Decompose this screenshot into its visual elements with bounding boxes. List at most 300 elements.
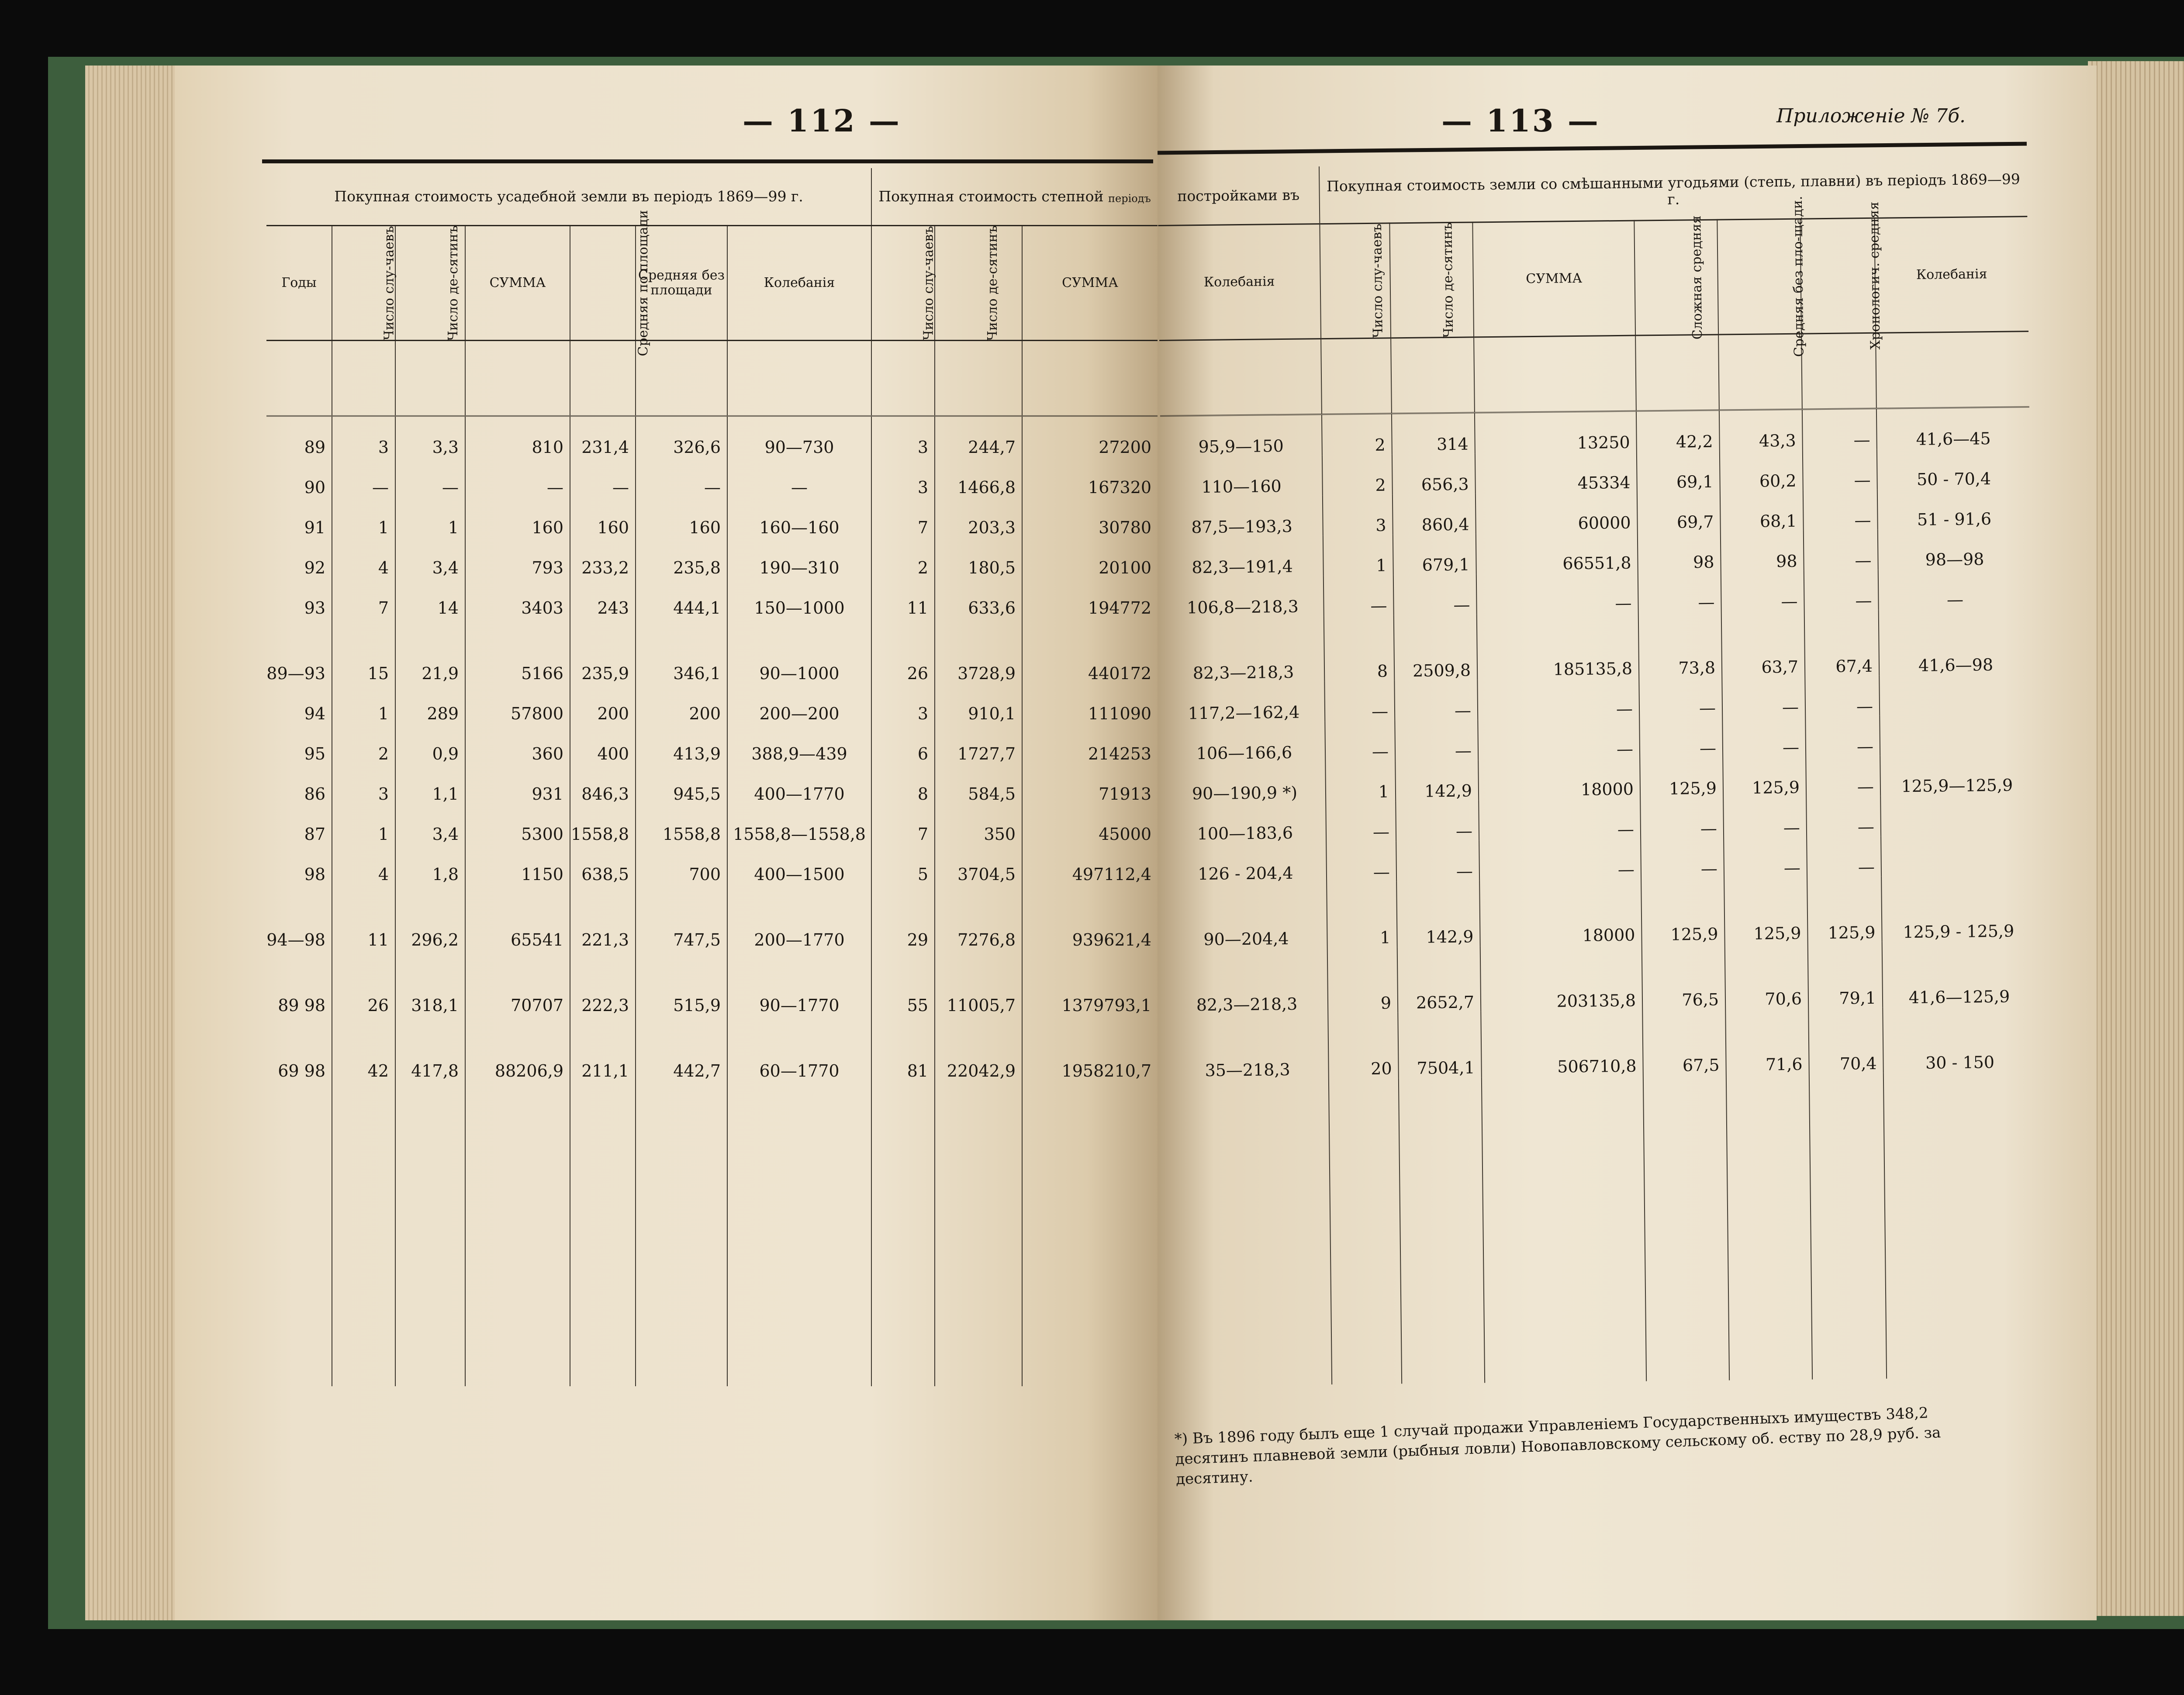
table-cell: 5166 (465, 618, 570, 683)
table-cell: 27200 (1022, 416, 1158, 457)
table-cell: 87 (304, 825, 325, 844)
table-row (266, 723, 1158, 763)
column-header: Колебанія (727, 226, 871, 341)
spacer-cell (1718, 334, 1802, 410)
table-cell: — (1723, 797, 1807, 838)
table-cell: — (1325, 721, 1395, 762)
table-cell: 194772 (1022, 577, 1158, 618)
table-cell: 73,8 (1638, 612, 1722, 678)
table-cell: 60000 (1476, 492, 1638, 534)
table-cell: 388,9—439 (727, 723, 871, 763)
table-cell: 8 (871, 763, 935, 804)
table-cell: 45334 (1475, 452, 1637, 494)
table-cell: 190—310 (727, 537, 871, 577)
table-cell: 5 (871, 844, 935, 884)
table-row (266, 683, 1158, 723)
table-cell: 51 - 91,6 (1877, 488, 2031, 530)
table-cell: — (1479, 839, 1641, 881)
table-cell: 2 (332, 723, 395, 763)
table-cell (1880, 794, 2034, 836)
table-row (266, 537, 1158, 577)
table-cell: 200 (636, 683, 727, 723)
table-cell: 400 (570, 723, 636, 763)
table-cell: 100—183,6 (1197, 823, 1293, 844)
table-cell: — (1396, 840, 1479, 881)
table-cell: — (1393, 574, 1477, 615)
column-header: Колебанія (1158, 224, 1321, 341)
table-cell: — (1639, 718, 1723, 759)
table-cell: — (1721, 571, 1804, 612)
table-cell: 160 (570, 497, 636, 537)
table-cell: 2 (1322, 414, 1392, 455)
empty-cell (727, 1081, 871, 1386)
table-cell: — (1324, 575, 1394, 616)
column-header: СУММА (1472, 221, 1635, 337)
table-row (1165, 875, 2035, 949)
table-cell: 55 (871, 949, 935, 1015)
table-row (266, 1015, 1158, 1081)
table-row (266, 416, 1158, 457)
table-cell: 125,9 (1807, 877, 1882, 943)
table-cell: 185135,8 (1477, 613, 1639, 680)
table-cell: 2 (1322, 454, 1393, 495)
table-cell: 69 98 (278, 1061, 325, 1081)
table-cell: 90—204,4 (1203, 929, 1289, 949)
column-header: СУММА (1022, 226, 1158, 341)
table-cell: 82,3—218,3 (1192, 662, 1294, 683)
table-cell: 1466,8 (935, 457, 1022, 497)
table-cell: 90—190,9 *) (1192, 783, 1298, 804)
column-header: СУММА (465, 226, 570, 341)
column-header: Средняя по площади (570, 226, 636, 341)
table-cell: 82,3—191,4 (1192, 556, 1293, 577)
table-cell: 88206,9 (465, 1015, 570, 1081)
table-cell: 41,6—98 (1879, 608, 2032, 676)
table-row (266, 804, 1158, 844)
table-cell: 67,4 (1804, 610, 1880, 677)
table-cell: 20 (1328, 1012, 1399, 1079)
table-cell: 90—730 (727, 416, 871, 457)
table-cell: — (1806, 756, 1880, 797)
table-cell: 203,3 (935, 497, 1022, 537)
table-cell: 846,3 (570, 763, 636, 804)
data-table-left (266, 168, 1158, 1386)
top-rule (262, 159, 1153, 163)
table-cell: 442,7 (636, 1015, 727, 1081)
page-number-left: — 112 — (743, 103, 901, 139)
table-cell: 1379793,1 (1022, 949, 1158, 1015)
table-cell: 3403 (465, 577, 570, 618)
spacer-cell (1321, 338, 1392, 414)
table-cell: 656,3 (1392, 453, 1476, 494)
table-cell: 43,3 (1719, 409, 1803, 451)
table-cell: 444,1 (636, 577, 727, 618)
empty-cell (1643, 1074, 1729, 1381)
table-cell: 11005,7 (935, 949, 1022, 1015)
table-cell: 110—160 (1201, 476, 1282, 497)
table-cell: 1 (1323, 535, 1393, 576)
table-cell: 29 (871, 884, 935, 949)
table-cell: 3704,5 (935, 844, 1022, 884)
table-cell: 1150 (465, 844, 570, 884)
table-cell: 81 (871, 1015, 935, 1081)
table-cell: 1 (332, 804, 395, 844)
table-cell: 793 (465, 537, 570, 577)
table-cell: 11 (332, 884, 395, 949)
data-table-right (1158, 159, 2039, 1386)
table-cell: — (1805, 716, 1880, 757)
table-cell: 400—1500 (727, 844, 871, 884)
table-cell: 235,9 (570, 618, 636, 683)
table-cell: 79,1 (1808, 942, 1883, 1008)
table-cell (1879, 674, 2032, 716)
spacer-cell (727, 341, 871, 416)
table-cell: 30780 (1022, 497, 1158, 537)
table-cell: 30 - 150 (1883, 1006, 2036, 1073)
group-header: Покупная стоимость усадебной земли въ періодъ 1869—99 г. (266, 168, 871, 226)
column-header: Хронологич. средняя (1800, 218, 1876, 334)
table-cell: 150—1000 (727, 577, 871, 618)
table-cell: 125,9 (1723, 757, 1806, 798)
table-cell: 89 98 (278, 996, 325, 1015)
table-cell: 92 (304, 558, 325, 577)
table-cell (1881, 835, 2034, 877)
table-cell: 125,9 - 125,9 (1881, 875, 2035, 942)
table-cell: 1 (332, 683, 395, 723)
table-cell: 63,7 (1721, 611, 1805, 677)
table-cell: 95,9—150 (1198, 436, 1284, 457)
spacer-cell (266, 341, 332, 416)
table-cell: — (636, 457, 727, 497)
group-header: постройками въ (1158, 166, 1320, 225)
table-cell: 14 (395, 577, 465, 618)
table-cell: 125,9 (1640, 758, 1723, 799)
table-cell: 66551,8 (1476, 532, 1638, 574)
spacer-cell (1801, 333, 1876, 409)
table-cell: 1 (1327, 881, 1397, 948)
table-cell: 3,4 (395, 804, 465, 844)
table-cell: 296,2 (395, 884, 465, 949)
table-cell: — (1396, 800, 1479, 841)
empty-cell (1399, 1077, 1485, 1384)
table-cell: 214253 (1022, 723, 1158, 763)
spacer-cell (1635, 335, 1719, 411)
table-cell: 4 (332, 537, 395, 577)
table-cell: 515,9 (636, 949, 727, 1015)
spacer-cell (570, 341, 636, 416)
table-cell: 1558,8 (636, 804, 727, 844)
table-cell: 221,3 (570, 884, 636, 949)
table-cell: 7504,1 (1398, 1011, 1482, 1078)
table-row (266, 577, 1158, 618)
table-row (266, 949, 1158, 1015)
table-cell: 1558,8—1558,8 (727, 804, 871, 844)
table-cell: — (1395, 720, 1478, 761)
empty-cell (266, 1081, 332, 1386)
table-cell: — (1640, 798, 1724, 839)
table-cell: 125,9 (1724, 877, 1808, 944)
table-cell: — (465, 457, 570, 497)
table-cell: — (1324, 680, 1395, 721)
table-cell: 211,1 (570, 1015, 636, 1081)
table-cell: 3,3 (395, 416, 465, 457)
table-cell: 142,9 (1395, 760, 1479, 801)
table-cell: 200—200 (727, 683, 871, 723)
empty-cell (1022, 1081, 1158, 1386)
group-header: Покупная стоимость земли со смѣшанными угодьями (степь, плавни) въ періодъ 1869—99 г. (1319, 159, 2027, 224)
table-cell: 413,9 (636, 723, 727, 763)
table-cell: 95 (304, 744, 325, 763)
table-cell: — (1641, 838, 1724, 879)
table-cell: 68,1 (1720, 490, 1804, 532)
table-cell: 98 (1721, 531, 1804, 572)
right-page (1158, 66, 2097, 1620)
table-cell: 633,6 (935, 577, 1022, 618)
table-cell: 3728,9 (935, 618, 1022, 683)
table-cell: 67,5 (1642, 1009, 1726, 1075)
table-cell: 3 (871, 457, 935, 497)
column-header: Колебанія (1874, 217, 2028, 333)
table-row (266, 763, 1158, 804)
table-row (266, 618, 1158, 683)
empty-cell (935, 1081, 1022, 1386)
spacer-cell (1391, 337, 1475, 414)
table-cell: 90—1770 (727, 949, 871, 1015)
right-page-edges (2088, 61, 2184, 1616)
column-header: Число де-сятинъ (1389, 222, 1474, 338)
table-cell: 1958210,7 (1022, 1015, 1158, 1081)
table-cell: 160—160 (727, 497, 871, 537)
table-cell: 3 (332, 763, 395, 804)
table-cell: 679,1 (1393, 534, 1476, 575)
table-cell: 7 (871, 497, 935, 537)
table-cell: 160 (636, 497, 727, 537)
left-page-edges (85, 66, 186, 1620)
table-cell: 931 (465, 763, 570, 804)
empty-cell (1482, 1075, 1646, 1383)
footnote: *) Въ 1896 году былъ еще 1 случай продажи Управленіемъ Государственныхъ имуществъ 348,2 десятинъ плавневой земли (рыбныя ловли) Новопавловскому сельскому об. еству по 28,9 руб. за десятину. (1174, 1404, 1941, 1488)
table-cell: — (1479, 799, 1641, 841)
table-cell: 41,6—45 (1876, 407, 2030, 449)
table-cell: 69,7 (1637, 491, 1721, 532)
table-cell: 26 (871, 618, 935, 683)
column-header: Число слу-чаевъ (332, 226, 395, 341)
empty-cell (1883, 1071, 2039, 1379)
table-cell: 0,9 (395, 723, 465, 763)
table-cell: — (1722, 717, 1806, 758)
table-cell: — (570, 457, 636, 497)
table-cell: 87,5—193,3 (1191, 516, 1293, 537)
table-cell: — (1326, 841, 1396, 882)
table-cell: — (1802, 408, 1877, 450)
table-cell: 90—1000 (727, 618, 871, 683)
table-cell: 7 (871, 804, 935, 844)
table-cell: 7 (332, 577, 395, 618)
table-cell: 71,6 (1725, 1008, 1809, 1075)
table-cell: — (1878, 568, 2032, 610)
table-cell: 945,5 (636, 763, 727, 804)
table-cell: 106,8—218,3 (1187, 597, 1299, 618)
table-cell: 125,9—125,9 (1880, 754, 2033, 796)
table-cell: 98 (1638, 532, 1721, 573)
table-cell: 7276,8 (935, 884, 1022, 949)
table-cell: 747,5 (636, 884, 727, 949)
table-cell: 70,6 (1725, 943, 1809, 1009)
table-cell: 160 (465, 497, 570, 537)
table-cell: — (1806, 796, 1881, 837)
spacer-cell (1876, 331, 2029, 409)
table-cell: — (1326, 801, 1396, 842)
page-number-right: — 113 — (1441, 103, 1600, 139)
table-cell: 417,8 (395, 1015, 465, 1081)
column-header: Число де-сятинъ (935, 226, 1022, 341)
table-cell: 6 (871, 723, 935, 763)
empty-cell (465, 1081, 570, 1386)
spacer-cell (395, 341, 465, 416)
spacer-cell (1159, 339, 1322, 416)
table-cell: 939621,4 (1022, 884, 1158, 949)
table-cell: 440172 (1022, 618, 1158, 683)
table-cell: 810 (465, 416, 570, 457)
table-cell: 3,4 (395, 537, 465, 577)
table-cell: 22042,9 (935, 1015, 1022, 1081)
table-cell: 71913 (1022, 763, 1158, 804)
empty-cell (1167, 1079, 1332, 1386)
table-row (1166, 940, 2035, 1015)
table-cell: 222,3 (570, 949, 636, 1015)
table-cell: 13250 (1475, 411, 1637, 453)
empty-cell (1329, 1078, 1402, 1384)
table-cell: 5300 (465, 804, 570, 844)
table-cell: 90 (304, 478, 325, 497)
table-cell: 506710,8 (1481, 1010, 1643, 1077)
table-cell: 1 (1325, 761, 1396, 802)
empty-cell (570, 1081, 636, 1386)
table-cell: 26 (332, 949, 395, 1015)
table-cell: 638,5 (570, 844, 636, 884)
table-cell: 9 (1327, 947, 1398, 1013)
column-header: Средняя без пло-щади. (1717, 219, 1801, 335)
table-cell: 1 (395, 497, 465, 537)
table-cell: — (1724, 837, 1807, 878)
table-cell: 1727,7 (935, 723, 1022, 763)
table-cell: 86 (304, 784, 325, 804)
table-cell: 167320 (1022, 457, 1158, 497)
table-cell: — (1803, 449, 1877, 490)
table-cell: — (727, 457, 871, 497)
table-cell: 65541 (465, 884, 570, 949)
table-cell: 69,1 (1637, 451, 1720, 492)
annex-label: Приложеніе № 7б. (1776, 105, 1966, 127)
table-cell: 244,7 (935, 416, 1022, 457)
spacer-cell (1474, 335, 1636, 413)
table-cell: 8 (1324, 615, 1395, 681)
table-cell: 318,1 (395, 949, 465, 1015)
table-cell: 106—166,6 (1196, 742, 1292, 763)
table-cell: — (1394, 680, 1478, 721)
table-cell: 3 (871, 683, 935, 723)
table-cell: — (1722, 677, 1805, 718)
table-cell: 126 - 204,4 (1198, 863, 1293, 884)
table-cell: 50 - 70,4 (1877, 448, 2030, 490)
table-cell: 860,4 (1393, 494, 1476, 535)
table-cell: — (1803, 490, 1878, 531)
column-header: Годы (266, 226, 332, 341)
group-header: Покупная стоимость степной періодъ (871, 168, 1158, 226)
column-header: Сложная средняя (1634, 220, 1718, 335)
table-cell: — (1805, 676, 1880, 717)
table-cell: 700 (636, 844, 727, 884)
table-cell: 497112,4 (1022, 844, 1158, 884)
table-cell: 21,9 (395, 618, 465, 683)
table-cell: 350 (935, 804, 1022, 844)
table-row (1162, 608, 2032, 683)
column-header: Число слу-чаевъ (1320, 223, 1391, 339)
spacer-cell (332, 341, 395, 416)
table-cell: 142,9 (1396, 880, 1480, 947)
table-cell: 11 (871, 577, 935, 618)
table-cell: — (1804, 530, 1878, 571)
top-rule (1158, 142, 2027, 155)
table-cell: 2652,7 (1397, 946, 1481, 1012)
table-cell: 200 (570, 683, 636, 723)
empty-cell (636, 1081, 727, 1386)
table-cell: 180,5 (935, 537, 1022, 577)
spacer-cell (935, 341, 1022, 416)
table-cell: 18000 (1478, 759, 1640, 801)
table-cell: 400—1770 (727, 763, 871, 804)
table-cell: 42 (332, 1015, 395, 1081)
empty-cell (1726, 1074, 1812, 1380)
column-header: Число де-сятинъ (395, 226, 465, 341)
table-cell: 235,8 (636, 537, 727, 577)
table-cell: 15 (332, 618, 395, 683)
table-row (1166, 1006, 2036, 1081)
table-cell: — (1478, 718, 1640, 760)
table-cell: 94—98 (266, 930, 325, 949)
table-cell: 111090 (1022, 683, 1158, 723)
table-cell: 76,5 (1642, 943, 1726, 1010)
table-cell: 200—1770 (727, 884, 871, 949)
table-cell: 1,8 (395, 844, 465, 884)
table-cell: — (1807, 836, 1881, 877)
table-cell: 1,1 (395, 763, 465, 804)
table-cell: 203135,8 (1480, 944, 1643, 1011)
table-cell: 125,9 (1641, 878, 1725, 945)
table-cell: — (1804, 570, 1879, 611)
table-cell: 42,2 (1636, 410, 1720, 452)
table-cell: 18000 (1479, 879, 1642, 946)
table-cell: 70,4 (1808, 1008, 1883, 1074)
table-cell: 89 (304, 438, 325, 457)
table-cell: — (395, 457, 465, 497)
table-cell: 3 (1323, 494, 1393, 535)
spacer-cell (1022, 341, 1158, 416)
table-cell: 35—218,3 (1205, 1060, 1290, 1080)
table-cell: — (1639, 677, 1722, 718)
table-cell: 117,2—162,4 (1188, 702, 1300, 723)
table-cell: 98—98 (1878, 528, 2031, 570)
table-row (266, 457, 1158, 497)
table-cell: 231,4 (570, 416, 636, 457)
table-cell: 70707 (465, 949, 570, 1015)
table-cell: 3 (871, 416, 935, 457)
table-row (266, 844, 1158, 884)
table-cell: 4 (332, 844, 395, 884)
table-cell: 98 (304, 865, 325, 884)
table-cell: 94 (304, 704, 325, 723)
table-cell: 243 (570, 577, 636, 618)
